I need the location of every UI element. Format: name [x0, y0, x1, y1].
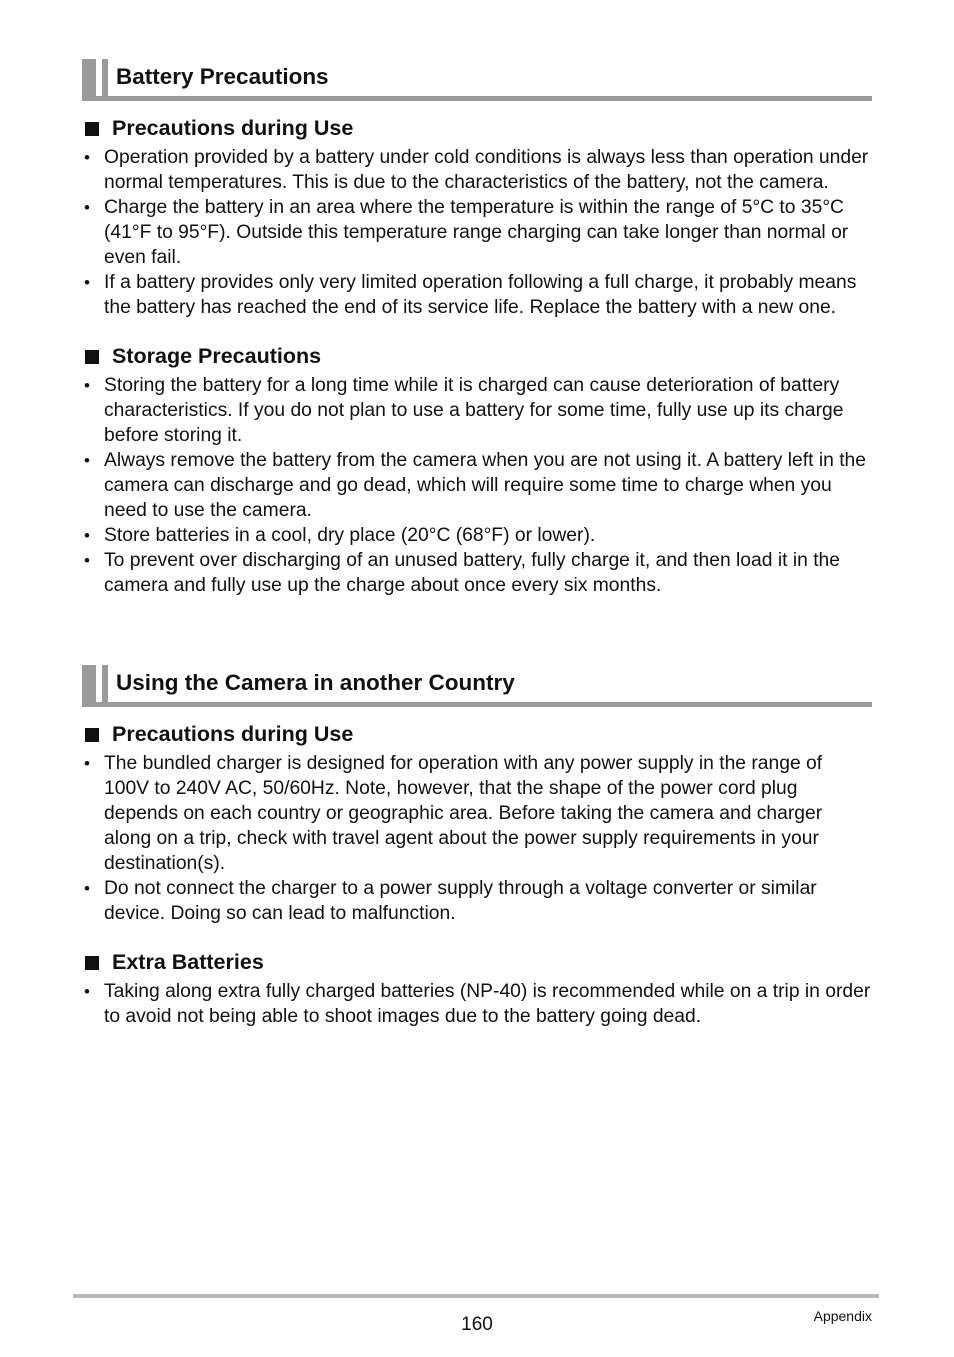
bullet-icon: •	[84, 451, 90, 470]
list-item	[82, 523, 872, 548]
square-bullet-icon	[85, 956, 99, 970]
list-item-text: Do not connect the charger to a power supply through a voltage converter or similar device. Doing so can lead to malfunction.	[104, 878, 817, 924]
page-number: 160	[461, 1314, 493, 1335]
bullet-list	[82, 145, 872, 320]
bullet-icon: •	[84, 551, 90, 570]
list-item-text: To prevent over discharging of an unused battery, fully charge it, and then load it in the camera and fully use up the charge about once every six months.	[104, 550, 840, 596]
subsection-heading	[82, 112, 872, 145]
subsection-extra-batteries	[82, 946, 872, 1029]
subsection-heading-text: Storage Precautions	[112, 344, 322, 368]
bullet-list	[82, 979, 872, 1029]
section-title: Using the Camera in another Country	[116, 670, 515, 695]
list-item	[82, 145, 872, 195]
square-bullet-icon	[85, 122, 99, 136]
list-item-text: Taking along extra fully charged batteries (NP-40) is recommended while on a trip in order to avoid not being able to shoot images due to the battery going dead.	[104, 981, 871, 1027]
subsection-heading-text: Extra Batteries	[112, 950, 264, 974]
bullet-icon: •	[84, 148, 90, 167]
list-item	[82, 979, 872, 1029]
section-title: Battery Precautions	[116, 64, 329, 89]
bullet-icon: •	[84, 376, 90, 395]
list-item-text: Always remove the battery from the camera when you are not using it. A battery left in the camera can discharge and go dead, which will require some time to charge when you need to use the camera.	[104, 450, 866, 521]
subsection-heading-text: Precautions during Use	[112, 722, 354, 746]
list-item-text: Store batteries in a cool, dry place (20°C (68°F) or lower).	[104, 525, 596, 546]
section-header	[82, 665, 872, 707]
subsection-precautions-during-use	[82, 112, 872, 320]
list-item	[82, 195, 872, 270]
list-item-text: Operation provided by a battery under cold conditions is always less than operation under normal temperatures. This is due to the characteristics of the battery, not the camera.	[104, 147, 869, 193]
subsection-heading-text: Precautions during Use	[112, 116, 354, 140]
header-bar-decoration	[82, 59, 96, 96]
header-bar-decoration	[82, 665, 96, 702]
bullet-icon: •	[84, 754, 90, 773]
subsection-precautions-during-use	[82, 718, 872, 926]
list-item-text: Charge the battery in an area where the temperature is within the range of 5°C to 35°C (41°F to 95°F). Outside this temperature range charging can take longer than normal or even fail.	[104, 197, 849, 268]
footer-divider	[73, 1294, 879, 1298]
square-bullet-icon	[85, 728, 99, 742]
bullet-icon: •	[84, 982, 90, 1001]
section-header	[82, 59, 872, 101]
header-bar-decoration	[102, 665, 108, 702]
section-camera-in-another-country	[82, 665, 872, 1029]
bullet-list	[82, 373, 872, 598]
list-item	[82, 751, 872, 876]
bullet-icon: •	[84, 198, 90, 217]
list-item-text: The bundled charger is designed for operation with any power supply in the range of 100V to 240V AC, 50/60Hz. Note, however, that the shape of the power cord plug depends on each country or geographic area. Before taking the camera and charger along on a trip, check with travel agent about the power supply requirements in your destination(s).	[104, 753, 823, 874]
subsection-heading	[82, 946, 872, 979]
subsection-storage-precautions	[82, 340, 872, 598]
bullet-list	[82, 751, 872, 926]
square-bullet-icon	[85, 350, 99, 364]
bullet-icon: •	[84, 879, 90, 898]
list-item	[82, 373, 872, 448]
list-item	[82, 876, 872, 926]
header-bar-decoration	[102, 59, 108, 96]
section-battery-precautions	[82, 59, 872, 598]
subsection-heading	[82, 340, 872, 373]
bullet-icon: •	[84, 273, 90, 292]
list-item-text: If a battery provides only very limited operation following a full charge, it probably means the battery has reached the end of its service life. Replace the battery with a new one.	[104, 272, 857, 318]
list-item-text: Storing the battery for a long time while it is charged can cause deterioration of battery characteristics. If you do not plan to use a battery for some time, fully use up its charge before storing it.	[104, 375, 844, 446]
list-item	[82, 548, 872, 598]
list-item	[82, 270, 872, 320]
subsection-heading	[82, 718, 872, 751]
bullet-icon: •	[84, 526, 90, 545]
footer-chapter-label: Appendix	[813, 1308, 872, 1324]
list-item	[82, 448, 872, 523]
